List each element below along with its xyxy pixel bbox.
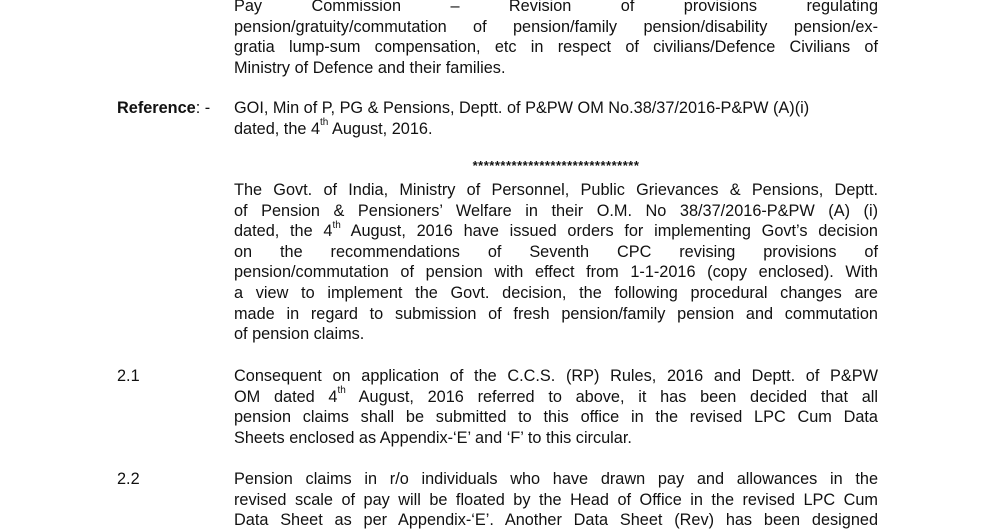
reference-date-sup: th: [320, 117, 329, 129]
para-2-1-line: [234, 387, 878, 408]
para-2-1-line: Consequent on application of the C.C.S. (RP) Rules, 2016 and Deptt. of P&PW: [234, 367, 878, 385]
intro-paragraph: [234, 180, 878, 345]
subject-line: Pay Commission – Revision of provisions regulating: [234, 0, 878, 15]
reference-date-post: August, 2016.: [328, 119, 433, 138]
reference-line: [234, 119, 878, 140]
subject-line: Ministry of Defence and their families.: [234, 58, 506, 77]
para-2-2-number: 2.2: [117, 470, 140, 488]
intro-line: [234, 221, 878, 242]
para-2-1-text: [234, 366, 878, 448]
intro-date-post: August, 2016 have issued orders for implementing Govt’s decision: [340, 222, 878, 241]
subject-line: pension/gratuity/commutation of pension/family pension/disability pension/ex-: [234, 17, 878, 36]
para-2-1-date-pre: OM dated 4: [234, 387, 338, 406]
subject-text: [234, 0, 878, 78]
reference-line: GOI, Min of P, PG & Pensions, Deptt. of P&PW OM No.38/37/2016-P&PW (A)(i): [234, 99, 810, 117]
reference-text: [234, 98, 878, 139]
subject-line: gratia lump-sum compensation, etc in respect of civilians/Defence Civilians of: [234, 38, 878, 57]
intro-line: made in regard to submission of fresh pension/family pension and commutation: [234, 304, 878, 323]
para-2-1-date-sup: th: [337, 385, 346, 397]
intro-line: on the recommendations of Seventh CPC revising provisions of: [234, 242, 878, 261]
para-2-2-line: revised scale of pay will be floated by the Head of Office in the revised LPC Cum: [234, 490, 878, 509]
intro-line: a view to implement the Govt. decision, the following procedural changes are: [234, 283, 878, 302]
intro-line: of pension claims.: [234, 325, 365, 344]
para-2-1-line: Sheets enclosed as Appendix-‘E’ and ‘F’ to this circular.: [234, 428, 632, 447]
intro-line: The Govt. of India, Ministry of Personnel, Public Grievances & Pensions, Deptt.: [234, 181, 878, 199]
intro-date-pre: dated, the 4: [234, 222, 333, 241]
intro-line: pension/commutation of pension with effect from 1-1-2016 (copy enclosed). With: [234, 263, 878, 282]
reference-date-pre: dated, the 4: [234, 119, 321, 138]
reference-label-text: Reference: [117, 99, 196, 117]
intro-date-sup: th: [332, 219, 341, 231]
reference-label: [117, 98, 210, 119]
separator-stars: ******************************: [472, 158, 640, 173]
para-2-2-line: Data Sheet as per Appendix-‘E’. Another Data Sheet (Rev) has been designed: [234, 511, 878, 530]
para-2-1-number: 2.1: [117, 367, 140, 385]
para-2-1-date-post: August, 2016 referred to above, it has been decided that all: [345, 387, 878, 406]
reference-label-suffix: : -: [195, 99, 211, 117]
para-2-1-line: pension claims shall be submitted to this office in the revised LPC Cum Data: [234, 408, 878, 427]
para-2-2-line: Pension claims in r/o individuals who have drawn pay and allowances in the: [234, 470, 878, 488]
intro-line: of Pension & Pensioners’ Welfare in their O.M. No 38/37/2016-P&PW (A) (i): [234, 201, 878, 220]
